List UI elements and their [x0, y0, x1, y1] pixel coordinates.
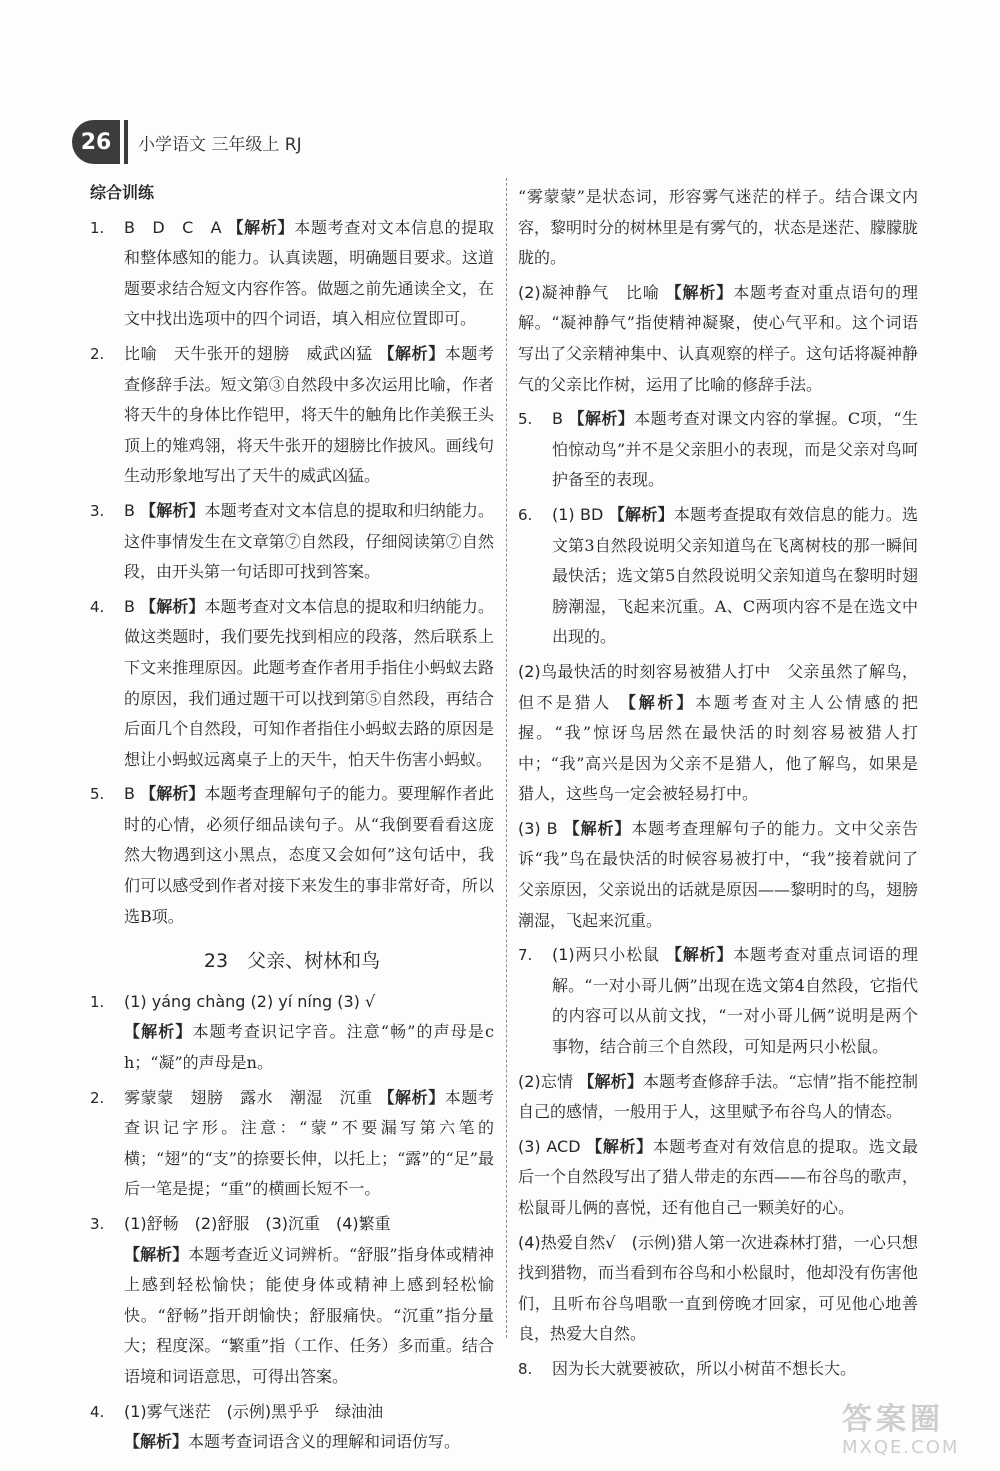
analysis-text: 本题考查对文本信息的提取和归纳能力。这件事情发生在文章第⑦自然段，仔细阅读第⑦自然段，由开头第一句话即可找到答案。	[124, 500, 494, 582]
analysis-text: 本题考查对文本信息的提取和整体感知的能力。认真读题，明确题目要求。这道题要求结合短文内容作答。做题之前先通读全文，在文中找出选项中的四个词语，填入相应位置即可。	[124, 217, 494, 329]
item-7-part-4	[518, 1228, 918, 1350]
analysis-text: 本题考查对课文内容的掌握。C项，“生怕惊动鸟”并不是父亲胆小的表现，而是父亲对鸟呵护备至的表现。	[552, 409, 918, 490]
analysis-text: 本题考查对主人公情感的把握。“我”惊讶鸟居然在最快活的时刻容易被猎人打中；“我”高兴是因为父亲不是猎人，他了解鸟，如果是猎人，这些鸟一定会被轻易打中。	[518, 692, 918, 804]
item-6-part-2	[518, 657, 918, 810]
header-divider	[124, 120, 128, 164]
lesson-item-8	[518, 1354, 918, 1385]
answer: (2)鸟最快活的时刻容易被猎人打中 父亲虽然了解鸟，但不是猎人	[518, 661, 918, 712]
lesson-item-4	[90, 1397, 494, 1458]
training-item-4	[90, 592, 494, 776]
page-number: 26	[72, 120, 120, 164]
item-number: 4.	[90, 1402, 105, 1421]
analysis-tag: 【解析】	[563, 818, 632, 838]
lesson-item-6	[518, 500, 918, 653]
analysis-tag: 【解析】	[140, 596, 205, 616]
analysis-text: 本题考查对重点语句的理解。“凝神静气”指使精神凝聚，使心气平和。这个词语写出了父亲精神集中、认真观察的样子。这句话将凝神静气的父亲比作树，运用了比喻的修辞手法。	[518, 282, 919, 394]
analysis-tag: 【解析】	[140, 784, 205, 804]
analysis-text: 本题考查近义词辨析。“舒服”指身体或精神上感到轻松愉快；能使身体或精神上感到轻松愉快。“舒畅”指开朗愉快；舒服痛快。“沉重”指分量大；程度深。“繁重”指（工作、任务）多而重。结合语境和词语意思，可得出答案。	[124, 1244, 494, 1386]
answer: (1)雾气迷茫 (示例)黑乎乎 绿油油	[124, 1401, 384, 1421]
item-number: 1.	[90, 992, 105, 1011]
analysis-text: 本题考查理解句子的能力。文中父亲告诉“我”鸟在最快活的时候容易被打中，“我”接着就问了父亲原因，父亲说出的话就是原因——黎明时的鸟，翅膀潮湿，飞起来沉重。	[518, 818, 919, 930]
item-4-continuation: “雾蒙蒙”是状态词，形容雾气迷茫的样子。结合课文内容，黎明时分的树林里是有雾气的，状态是迷茫、朦朦胧胧的。	[518, 187, 919, 268]
right-column	[518, 178, 918, 1385]
answer: (4)热爱自然√ (示例)	[518, 1232, 677, 1252]
item-number: 6.	[518, 505, 533, 524]
analysis-tag: 【解析】	[608, 504, 674, 524]
analysis-tag: 【解析】	[227, 217, 295, 237]
answer: (2)凝神静气 比喻	[518, 282, 660, 302]
lesson-item-1	[90, 987, 494, 1079]
analysis-text: 本题考查识记字形。注意：“蒙”不要漏写第六笔的横；“翅”的“支”的捺要长伸，以托上；“露”的“足”最后一笔是提；“重”的横画长短不一。	[124, 1087, 494, 1199]
analysis-text: 本题考查识记字音。注意“畅”的声母是ch；“凝”的声母是n。	[124, 1022, 494, 1073]
analysis-tag: 【解析】	[124, 1022, 193, 1042]
answer-text: 猎人第一次进森林打猎，一心只想找到猎物，而当看到布谷鸟和小松鼠时，他却没有伤害他们，且听布谷鸟唱歌一直到傍晚才回家，可见他心地善良，热爱大自然。	[518, 1232, 919, 1344]
analysis-text: 本题考查词语含义的理解和词语仿写。	[188, 1432, 461, 1452]
answer: B	[124, 784, 135, 804]
left-column	[90, 178, 494, 1458]
section-heading: 综合训练	[90, 183, 155, 202]
analysis-tag: 【解析】	[665, 945, 734, 965]
item-7-part-2	[518, 1067, 918, 1128]
item-number: 4.	[90, 597, 105, 616]
answer: 比喻 天牛张开的翅膀 威武凶猛	[124, 343, 373, 363]
answer: B	[552, 409, 563, 429]
answer: (1)舒畅 (2)舒服 (3)沉重 (4)繁重	[124, 1214, 391, 1233]
item-number: 2.	[90, 1088, 105, 1107]
lesson-title: 23 父亲、树林和鸟	[203, 950, 381, 973]
lesson-item-5	[518, 404, 918, 496]
column-divider	[506, 178, 507, 1338]
item-4-part-2	[518, 278, 918, 400]
lesson-item-3	[90, 1209, 494, 1393]
lesson-item-2	[90, 1083, 494, 1205]
training-item-1	[90, 213, 494, 335]
analysis-tag: 【解析】	[378, 343, 445, 363]
watermark-text: 答案圈	[842, 1402, 944, 1437]
analysis-tag: 【解析】	[124, 1432, 189, 1452]
analysis-text: 本题考查修辞手法。短文第③自然段中多次运用比喻，作者将天牛的身体比作铠甲，将天牛的触角比作美猴王头顶上的雉鸡翎，将天牛张开的翅膀比作披风。画线句生动形象地写出了天牛的威武凶猛。	[124, 343, 494, 486]
analysis-text: 本题考查修辞手法。“忘情”指不能控制自己的感情，一般用于人，这里赋予布谷鸟人的情态。	[518, 1071, 918, 1122]
analysis-tag: 【解析】	[578, 1071, 644, 1091]
item-number: 8.	[518, 1359, 533, 1378]
analysis-text: 本题考查提取有效信息的能力。选文第3自然段说明父亲知道鸟在飞离树枝的那一瞬间最快活；选文第5自然段说明父亲知道鸟在黎明时翅膀潮湿，飞起来沉重。A、C两项内容不是在选文中出现的。	[552, 504, 918, 647]
watermark-url: MXQE.COM	[842, 1437, 960, 1458]
answer: (3) ACD	[518, 1136, 581, 1156]
item-7-part-3	[518, 1132, 918, 1224]
analysis-tag: 【解析】	[586, 1136, 653, 1156]
answer: (1)两只小松鼠	[552, 945, 660, 965]
analysis-tag: 【解析】	[140, 500, 205, 520]
answer: (3) B	[518, 818, 558, 838]
answer: B	[124, 596, 135, 616]
item-number: 1.	[90, 218, 105, 237]
analysis-text: 本题考查对有效信息的提取。选文最后一个自然段写出了猎人带走的东西——布谷鸟的歌声，松鼠哥儿俩的喜悦，还有他自己一颗美好的心。	[518, 1136, 919, 1217]
answer: B D C A	[124, 217, 222, 237]
answer: 雾蒙蒙 翅膀 露水 潮湿 沉重	[124, 1087, 373, 1107]
answer-text: 因为长大就要被砍，所以小树苗不想长大。	[552, 1358, 857, 1378]
analysis-tag: 【解析】	[378, 1087, 445, 1107]
training-item-2	[90, 339, 494, 492]
answer: (1) yáng chàng (2) yí níng (3) √	[124, 991, 376, 1011]
analysis-text: 本题考查理解句子的能力。要理解作者此时的心情，必须仔细品读句子。从“我倒要看看这庞然大物遇到这小黑点，态度又会如何”这句话中，我们可以感受到作者对接下来发生的事非常好奇，所以选B项。	[124, 784, 494, 926]
analysis-text: 本题考查对文本信息的提取和归纳能力。做这类题时，我们要先找到相应的段落，然后联系上下文来推理原因。此题考查作者用手指住小蚂蚁去路的原因，我们通过题干可以找到第⑤自然段，再结合后面几个自然段，可知作者指住小蚂蚁去路的原因是想让小蚂蚁远离桌子上的天牛，怕天牛伤害小蚂蚁。	[124, 596, 494, 769]
answer: (2)忘情	[518, 1071, 574, 1091]
analysis-tag: 【解析】	[124, 1244, 189, 1264]
item-6-part-3	[518, 814, 918, 936]
training-item-3	[90, 496, 494, 588]
item-number: 3.	[90, 1215, 105, 1233]
item-number: 5.	[518, 410, 533, 429]
analysis-text: 本题考查对重点词语的理解。“一对小哥儿俩”出现在选文第4自然段，它指代的内容可以从前文找，“一对小哥儿俩”说明是两个事物，结合前三个自然段，可知是两只小松鼠。	[552, 945, 918, 1057]
analysis-tag: 【解析】	[568, 409, 635, 429]
item-number: 2.	[90, 344, 105, 363]
answer: (1) BD	[552, 504, 604, 524]
training-item-5	[90, 779, 494, 932]
book-title: 小学语文 三年级上 RJ	[138, 134, 302, 155]
watermark-logo	[842, 1403, 992, 1465]
item-number: 3.	[90, 501, 105, 520]
analysis-tag: 【解析】	[665, 282, 734, 302]
item-number: 7.	[518, 946, 533, 965]
page-header	[72, 120, 302, 164]
item-number: 5.	[90, 785, 105, 804]
answer: B	[124, 500, 135, 520]
analysis-tag: 【解析】	[619, 692, 696, 712]
lesson-item-7	[518, 940, 918, 1062]
